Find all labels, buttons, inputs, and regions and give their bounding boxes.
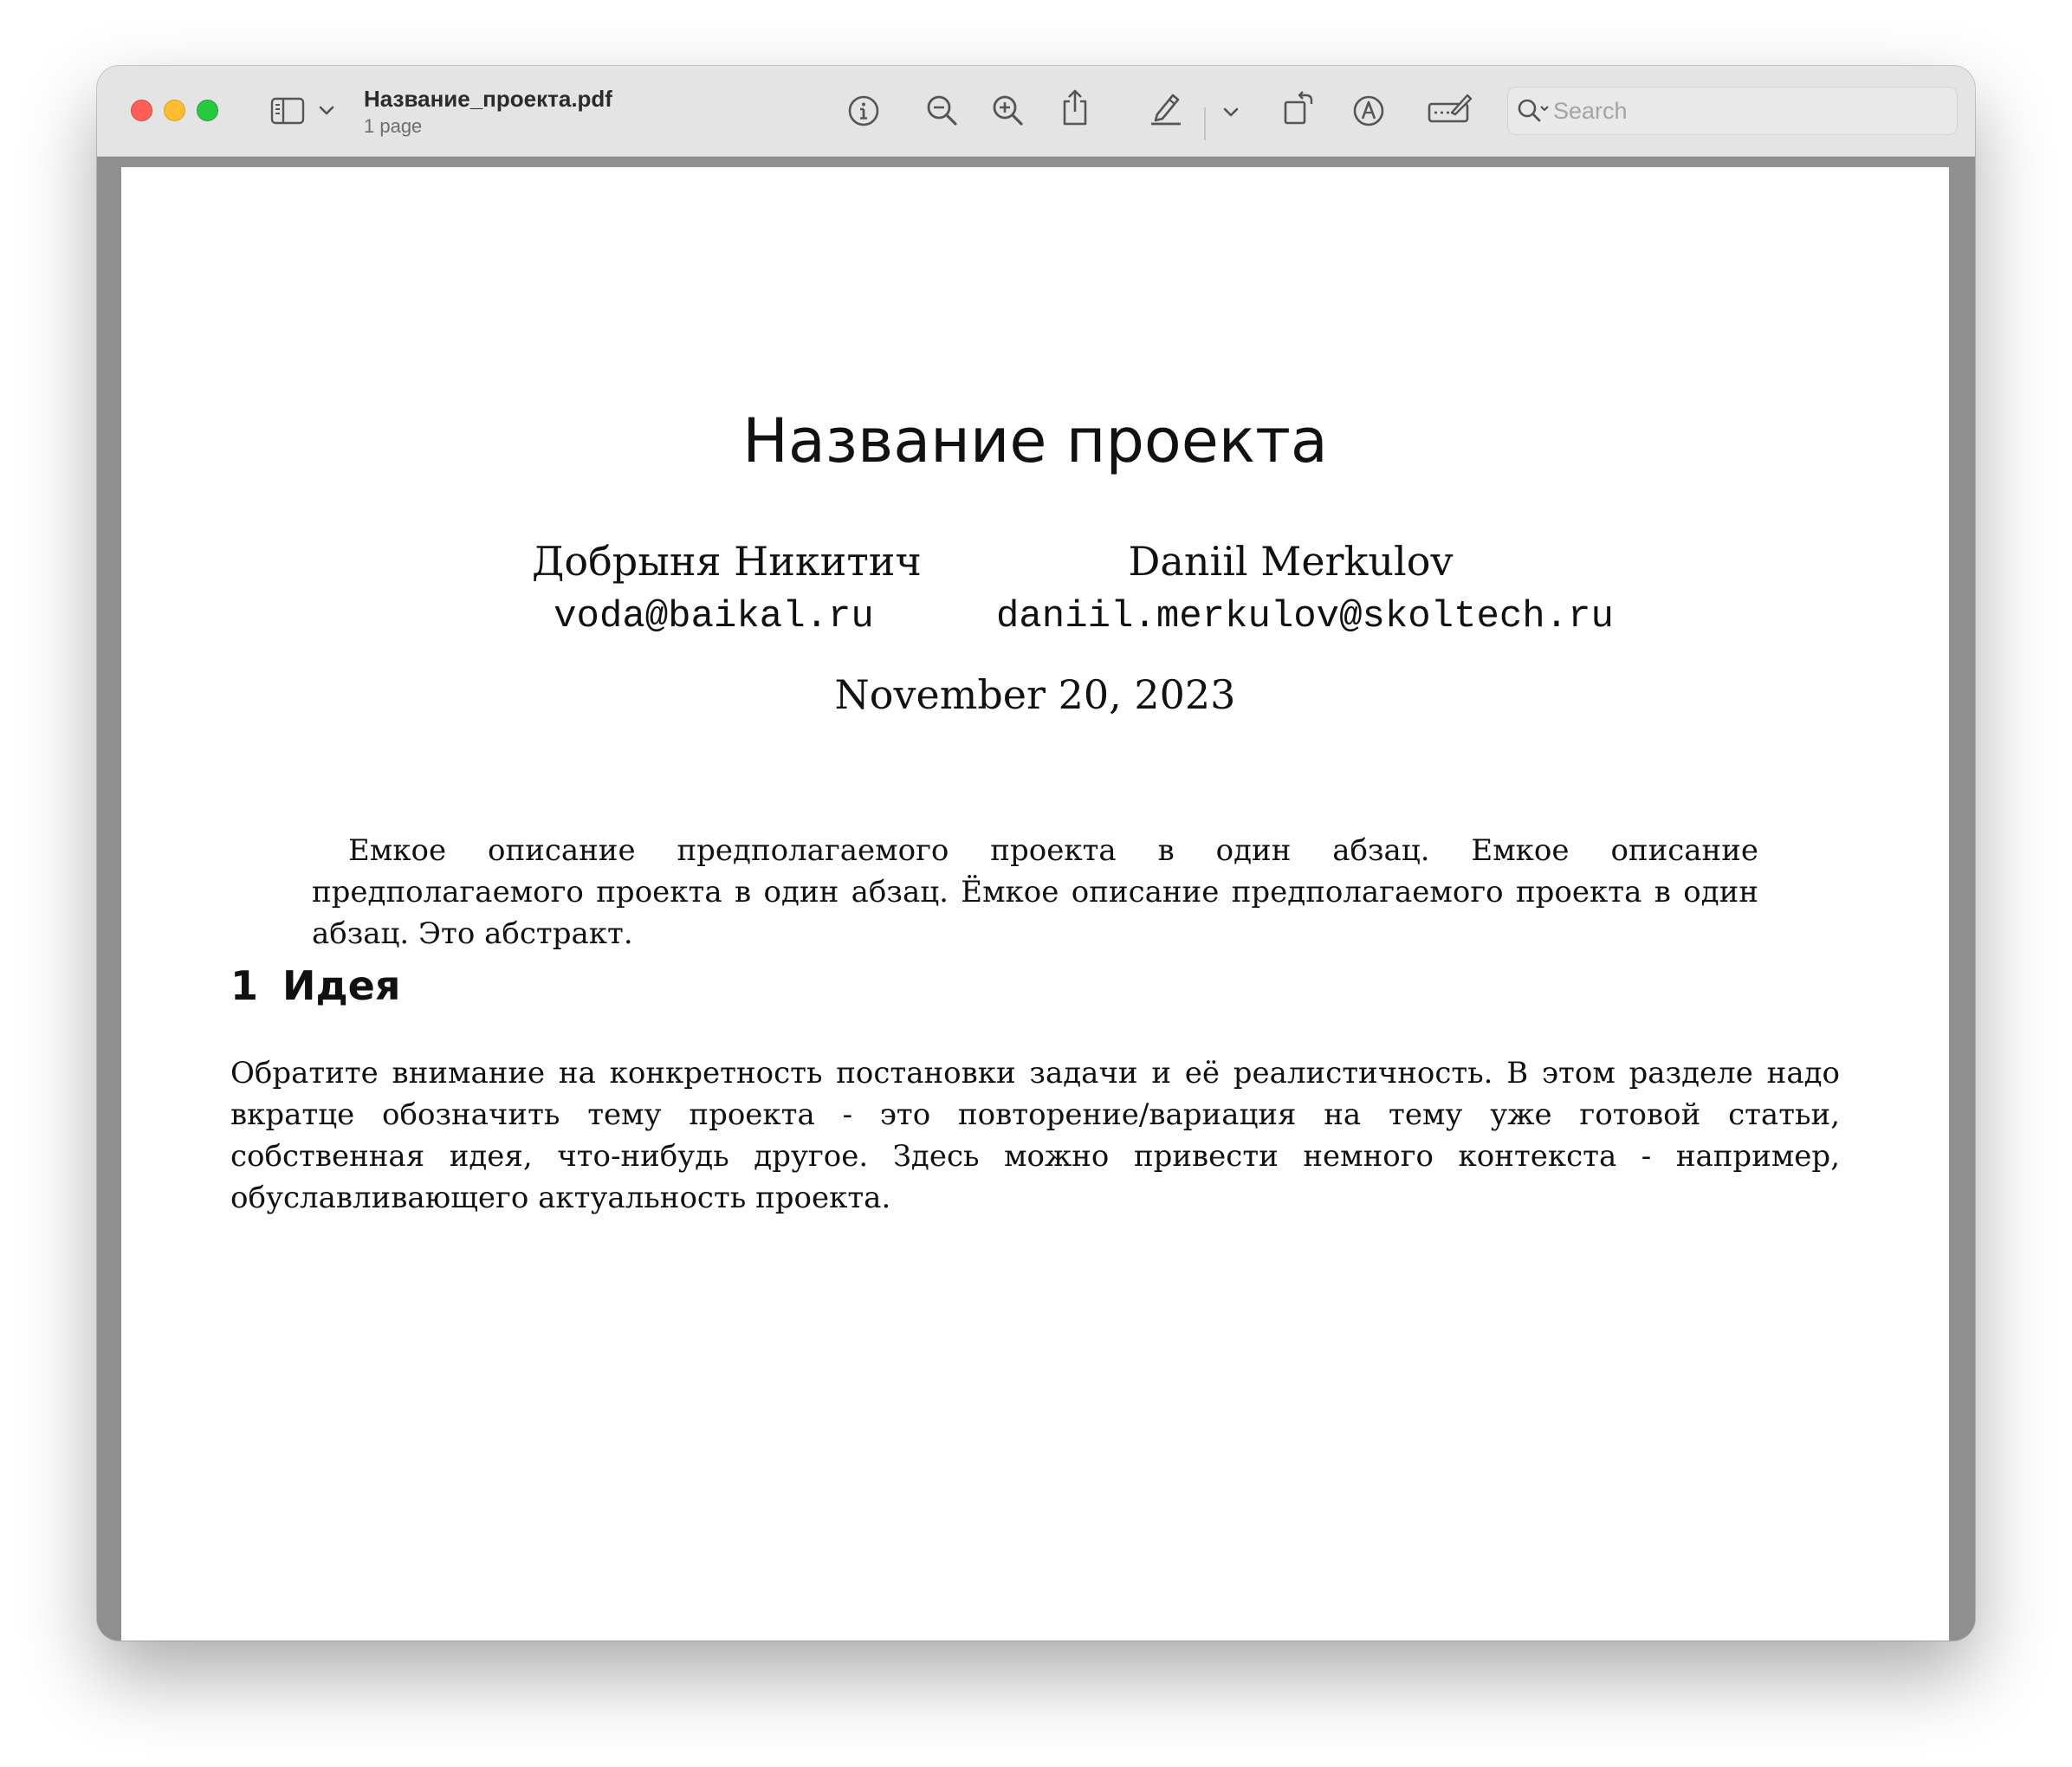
document-title: Название_проекта.pdf xyxy=(364,86,612,112)
author-email: daniil.merkulov@skoltech.ru xyxy=(996,595,1614,638)
page-count: 1 page xyxy=(364,115,423,137)
document-heading: Название проекта xyxy=(742,405,1328,476)
chevron-down-icon[interactable] xyxy=(319,106,334,116)
section-body: Обратите внимание на конкретность постановки задачи и её реалистичность. В этом разделе надо вкратце обозначить тему проекта - это повторение/вариация на тему уже готовой статьи, собственная идея, что-нибудь другое. Здесь можно привести немного контекста - например, обуславливающего актуальность проекта. xyxy=(230,1056,1840,1215)
search-icon xyxy=(1517,98,1551,128)
document-viewer[interactable] xyxy=(97,157,1975,1641)
zoom-out-icon[interactable] xyxy=(925,94,960,128)
sidebar-icon[interactable] xyxy=(270,97,305,125)
search-field[interactable] xyxy=(1507,87,1958,135)
abstract: Емкое описание предполагаемого проекта в один абзац. Емкое описание предполагаемого проекта в один абзац. Ёмкое описание предполагаемого проекта в один абзац. Это абстракт. xyxy=(312,833,1758,951)
section-number: 1 xyxy=(230,962,259,1009)
author-email: voda@baikal.ru xyxy=(554,595,874,638)
highlight-pen-icon[interactable] xyxy=(1149,90,1183,126)
info-icon[interactable] xyxy=(847,94,880,127)
preview-window xyxy=(97,66,1975,1641)
toolbar xyxy=(97,66,1975,157)
share-icon[interactable] xyxy=(1060,87,1090,127)
section-heading xyxy=(230,962,400,1009)
author-name: Daniil Merkulov xyxy=(1128,538,1454,585)
search-input[interactable] xyxy=(1553,94,1943,127)
document-date: November 20, 2023 xyxy=(834,671,1236,718)
zoom-in-icon[interactable] xyxy=(991,94,1026,128)
pdf-page xyxy=(121,167,1949,1641)
author-name: Добрыня Никитич xyxy=(532,538,922,585)
form-fill-icon[interactable] xyxy=(1428,90,1473,125)
markup-icon[interactable] xyxy=(1351,94,1386,128)
toolbar-divider xyxy=(1204,107,1206,140)
minimize-window-button[interactable] xyxy=(164,100,185,121)
section-title: Идея xyxy=(282,962,401,1009)
chevron-down-icon[interactable] xyxy=(1223,107,1239,118)
close-window-button[interactable] xyxy=(131,100,152,121)
rotate-icon[interactable] xyxy=(1282,88,1317,126)
zoom-window-button[interactable] xyxy=(197,100,218,121)
